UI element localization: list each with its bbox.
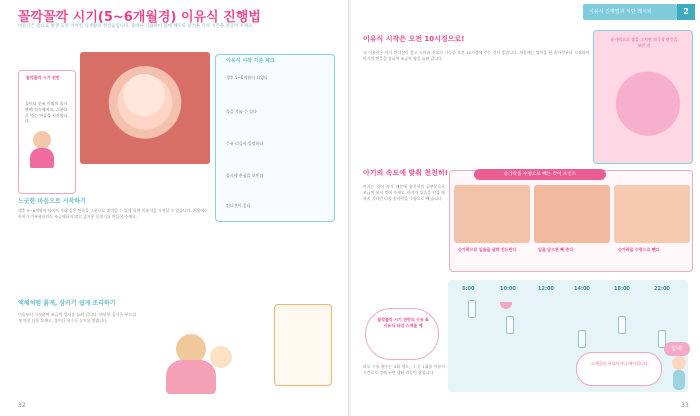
chapter-number: 2 [677,4,695,20]
tip-bubble [576,352,662,386]
spoon-panel-title: 숟가락을 수평으로 빼는 것이 포인트 [474,169,606,180]
left-section1-title: 느긋한 마음으로 시작하기 [18,198,86,205]
header-tab: 이유식 진행법과 식단 레시피 [583,4,677,20]
right-section1-body: 첫 이유식은 아기 컨디션이 좋고 소아과 진료가 가능한 오전 10시경에 주는 것이 좋습니다. 처음에는 쌀미음 한 숟가락부터 시작하여 아기의 반응을 살피며 조금씩 양을 늘려 갑니다. [363,50,589,62]
mother-baby-illustration [148,322,260,400]
checklist-title: 이유식 시작 기준 체크 [226,58,275,64]
schedule-title: 꼴깍꼴깍 시기 전반의 수유 & 이유식 타임 스케줄 예 [377,317,429,328]
left-section2-title: 액체처럼 묽게, 삼키기 쉽게 조리하기 [18,300,116,307]
schedule-body: 하루 수유 횟수는 5회 정도, 그 중 1회를 이유식 시간으로 정해 두면 생활 리듬이 잡힙니다. [363,364,445,376]
left-page-number: 32 [18,402,26,409]
hour-14: 14:00 [574,286,590,292]
left-section2-body: 미음부터 시작하여 조금씩 입자를 늘려 갑니다. 단단한 음식은 부드럽게 익힌 다음 으깨고, 물이나 육수로 농도를 맞춥니다. [18,312,136,324]
bottle-icon [468,300,476,318]
left-note-bubble [274,304,332,386]
spoon-step-photo-2 [534,185,610,243]
check-item-4: 음식에 관심을 보인다 [226,173,264,178]
left-section1-body: 생후 5~6개월이 되어서 가래 같은 반죽을 스푼으로 떠먹일 수 있게 되면 이유식을 시작할 수 있습니다. 처음에는 아이가 거부하더라도 조급해하지 말고 즐거운 분위기를 만들어 주세요. [18,208,208,220]
hour-6: 6:00 [462,286,475,292]
right-section1-body-extra [363,86,589,148]
tip-text: 스케줄은 어디까지나 예시입니다. [591,361,649,366]
spoon-panel [449,170,693,272]
spoon-step-photo-1 [454,185,530,243]
check-item-2: 목을 가눌 수 있다 [226,109,257,114]
baby-photo [80,52,210,164]
badge-title: 꼴깍꼴깍 시기 전반 [26,75,60,80]
bottle-icon [506,316,514,334]
mother-illustration [24,126,64,176]
right-section2-body: 아기는 입이 작기 때문에 숟가락의 끝부분으로 조금씩 떠서 먹여 주세요. 아기가 입술을 닫을 때까지 기다린 다음 숟가락을 수평으로 빼 줍니다. [363,184,445,202]
intro-text: 이유식은 앞으로 평생 동안 이어질 식생활의 첫걸음입니다. 올바른 식습관이 몸에 배도록 즐거운 식사 시간을 만들어 주세요. [18,24,254,29]
check-item-3: 수유 리듬이 일정하다 [226,141,264,146]
hour-12: 12:00 [538,286,554,292]
left-section1-body-col2 [190,232,336,292]
right-section1-title: 이유식 시작은 오전 10시경으로! [363,35,465,43]
check-item-1: 생후 5~6개월이 되었다 [226,75,268,80]
side-note: 숟가락으로 쌀을 그치면 적극적 반응을 보인 것 [610,37,678,48]
spoon-photo-box [593,30,693,164]
badge-text: 젖이나 분유 이외의 음식 맛에 익숙해지고, 스푼으로 먹는 연습을 시작합니다. [25,101,68,124]
bottle-icon [618,316,626,334]
bottle-icon [578,330,586,348]
schedule-badge [365,308,439,360]
hour-18: 18:00 [614,286,630,292]
baby-illustration [670,356,688,394]
spoon-step-caption-3: 숟가락을 수평으로 뺀다 [618,247,660,252]
right-section2-title: 아기의 속도에 맞춰 천천히! [363,169,448,177]
spoon-step-caption-2: 입을 닫으면 빼 준다 [538,247,574,252]
spoon-step-caption-1: 숟가락으로 입술을 살짝 건드린다 [458,247,517,252]
right-page-number: 33 [681,402,689,409]
spoon-step-photo-3 [614,185,690,243]
checklist-box [215,54,335,222]
pink-speech-bubble: 힘내! [664,342,690,356]
check-item-5: 컨디션이 좋다 [226,203,251,208]
hour-22: 22:00 [654,286,670,292]
hour-10: 10:00 [500,286,516,292]
left-page [0,0,349,416]
page-title: 꼴깍꼴깍 시기(5~6개월경) 이유식 진행법 [18,10,261,25]
